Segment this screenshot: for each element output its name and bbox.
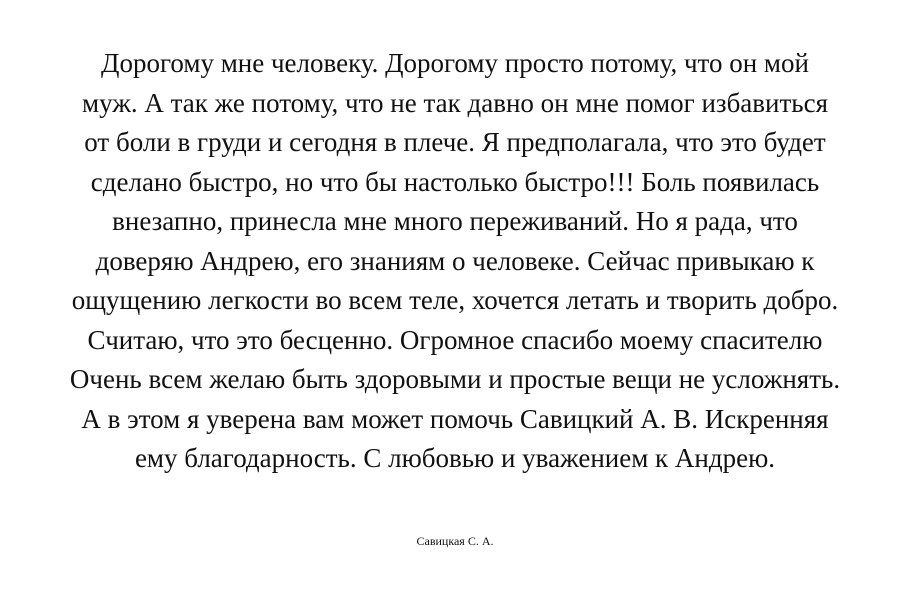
letter-line: доверяю Андрею, его знаниям о человеке. Сейчас привыкаю к xyxy=(95,245,815,276)
letter-line: ощущению легкости во всем теле, хочется летать и творить добро. xyxy=(71,285,839,315)
letter-line: Считаю, что это бесценно. Огромное спасибо моему спасителю xyxy=(87,324,823,355)
letter-line: А в этом я уверена вам может помочь Савицкий А. В. Искренняя xyxy=(81,403,829,434)
letter-line: от боли в груди и сегодня в плече. Я предполагала, что это будет xyxy=(84,127,826,157)
letter-line: Очень всем желаю быть здоровыми и простые вещи не усложнять. xyxy=(69,364,841,394)
letter-line: муж. А так же потому, что не так давно он мне помог избавиться xyxy=(81,87,829,118)
letter-line: сделано быстро, но что бы настолько быстро!!! Боль появилась xyxy=(90,166,820,197)
letter-body xyxy=(0,44,910,479)
letter-line: ему благодарность. С любовью и уважением к Андрею. xyxy=(134,443,776,473)
signature: Савицкая С. А. xyxy=(416,534,494,548)
letter-line: внезапно, принесла мне много переживаний. Но я рада, что xyxy=(112,206,798,236)
letter-line: Дорогому мне человеку. Дорогому просто потому, что он мой xyxy=(101,48,809,78)
